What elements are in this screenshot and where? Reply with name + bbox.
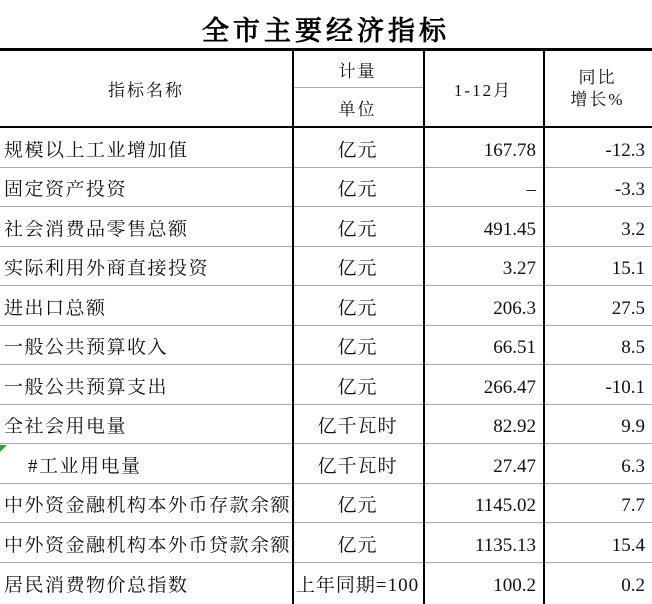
- table-header-row: [0, 51, 652, 128]
- table-row: [0, 286, 652, 326]
- unit-cell: 亿元: [337, 259, 378, 279]
- value-cell: 1135.13: [474, 535, 536, 556]
- yoy-cell: 15.4: [611, 535, 645, 556]
- table-row: [0, 365, 652, 405]
- yoy-cell: -3.3: [614, 180, 645, 200]
- value-cell: 167.78: [483, 140, 536, 161]
- unit-cell: 亿元: [337, 377, 378, 398]
- unit-cell: 亿元: [337, 496, 378, 516]
- value-cell: 1145.02: [474, 496, 536, 516]
- header-unit: [292, 51, 423, 126]
- value-cell: 3.27: [502, 259, 536, 279]
- yoy-cell: -12.3: [605, 140, 645, 161]
- value-cell: –: [526, 180, 536, 200]
- unit-cell: 亿千瓦时: [317, 417, 398, 437]
- unit-cell: 亿元: [337, 338, 378, 358]
- yoy-cell: 8.5: [621, 338, 645, 358]
- value-cell: 206.3: [493, 298, 536, 319]
- yoy-cell: 15.1: [611, 259, 645, 279]
- yoy-cell: 9.9: [621, 417, 645, 437]
- header-unit-top: 计量: [338, 61, 377, 81]
- table-row: [0, 444, 652, 484]
- indicator-cell: 规模以上工业增加值: [4, 140, 189, 161]
- indicator-cell: 实际利用外商直接投资: [4, 259, 210, 279]
- cell-error-flag-triangle: [0, 445, 7, 452]
- indicator-cell: 固定资产投资: [4, 180, 128, 200]
- unit-cell: 亿元: [337, 180, 378, 200]
- yoy-cell: -10.1: [605, 377, 645, 398]
- table-row: [0, 405, 652, 445]
- indicator-cell: 一般公共预算支出: [4, 377, 169, 398]
- indicator-cell: 居民消费物价总指数: [4, 576, 189, 596]
- column-divider-3: [543, 51, 545, 604]
- table-row: [0, 326, 652, 366]
- unit-cell: 亿元: [337, 219, 378, 240]
- unit-cell: 亿元: [337, 535, 378, 556]
- value-cell: 491.45: [483, 219, 536, 240]
- header-yoy-line2: 增长%: [570, 89, 625, 109]
- yoy-cell: 3.2: [621, 219, 645, 240]
- column-divider-2: [423, 51, 425, 604]
- yoy-cell: 7.7: [621, 496, 645, 516]
- yoy-cell: 0.2: [621, 576, 645, 596]
- unit-cell: 亿元: [337, 140, 378, 161]
- page-title: 全市主要经济指标: [202, 16, 450, 46]
- indicator-cell: 中外资金融机构本外币贷款余额: [4, 535, 292, 556]
- header-period: 1-12月: [453, 81, 513, 100]
- table-row: [0, 207, 652, 247]
- column-divider-1: [292, 51, 294, 604]
- table-row: [0, 128, 652, 168]
- indicator-cell: 一般公共预算收入: [4, 338, 169, 358]
- unit-cell: 上年同期=100: [295, 576, 420, 596]
- indicator-cell: 社会消费品零售总额: [4, 219, 189, 240]
- table-row: [0, 563, 652, 603]
- indicator-cell: #工业用电量: [28, 456, 142, 477]
- table-row: [0, 247, 652, 287]
- indicator-cell: 进出口总额: [4, 298, 107, 319]
- header-yoy: [543, 51, 652, 126]
- indicator-cell: 中外资金融机构本外币存款余额: [4, 496, 292, 516]
- unit-cell: 亿千瓦时: [317, 456, 398, 477]
- indicator-cell: 全社会用电量: [4, 417, 128, 437]
- value-cell: 100.2: [493, 576, 536, 596]
- table-row: [0, 484, 652, 524]
- table-row: [0, 168, 652, 208]
- header-yoy-line1: 同比: [578, 67, 617, 87]
- value-cell: 266.47: [483, 377, 536, 398]
- value-cell: 66.51: [493, 338, 536, 358]
- table-row: [0, 523, 652, 563]
- value-cell: 82.92: [493, 417, 536, 437]
- table-body: [0, 128, 652, 602]
- header-unit-bottom: 单位: [338, 99, 377, 119]
- indicators-table: [0, 48, 652, 604]
- header-indicator-name: 指标名称: [108, 81, 184, 100]
- yoy-cell: 27.5: [611, 298, 645, 319]
- value-cell: 27.47: [493, 456, 536, 477]
- yoy-cell: 6.3: [621, 456, 645, 477]
- unit-cell: 亿元: [337, 298, 378, 319]
